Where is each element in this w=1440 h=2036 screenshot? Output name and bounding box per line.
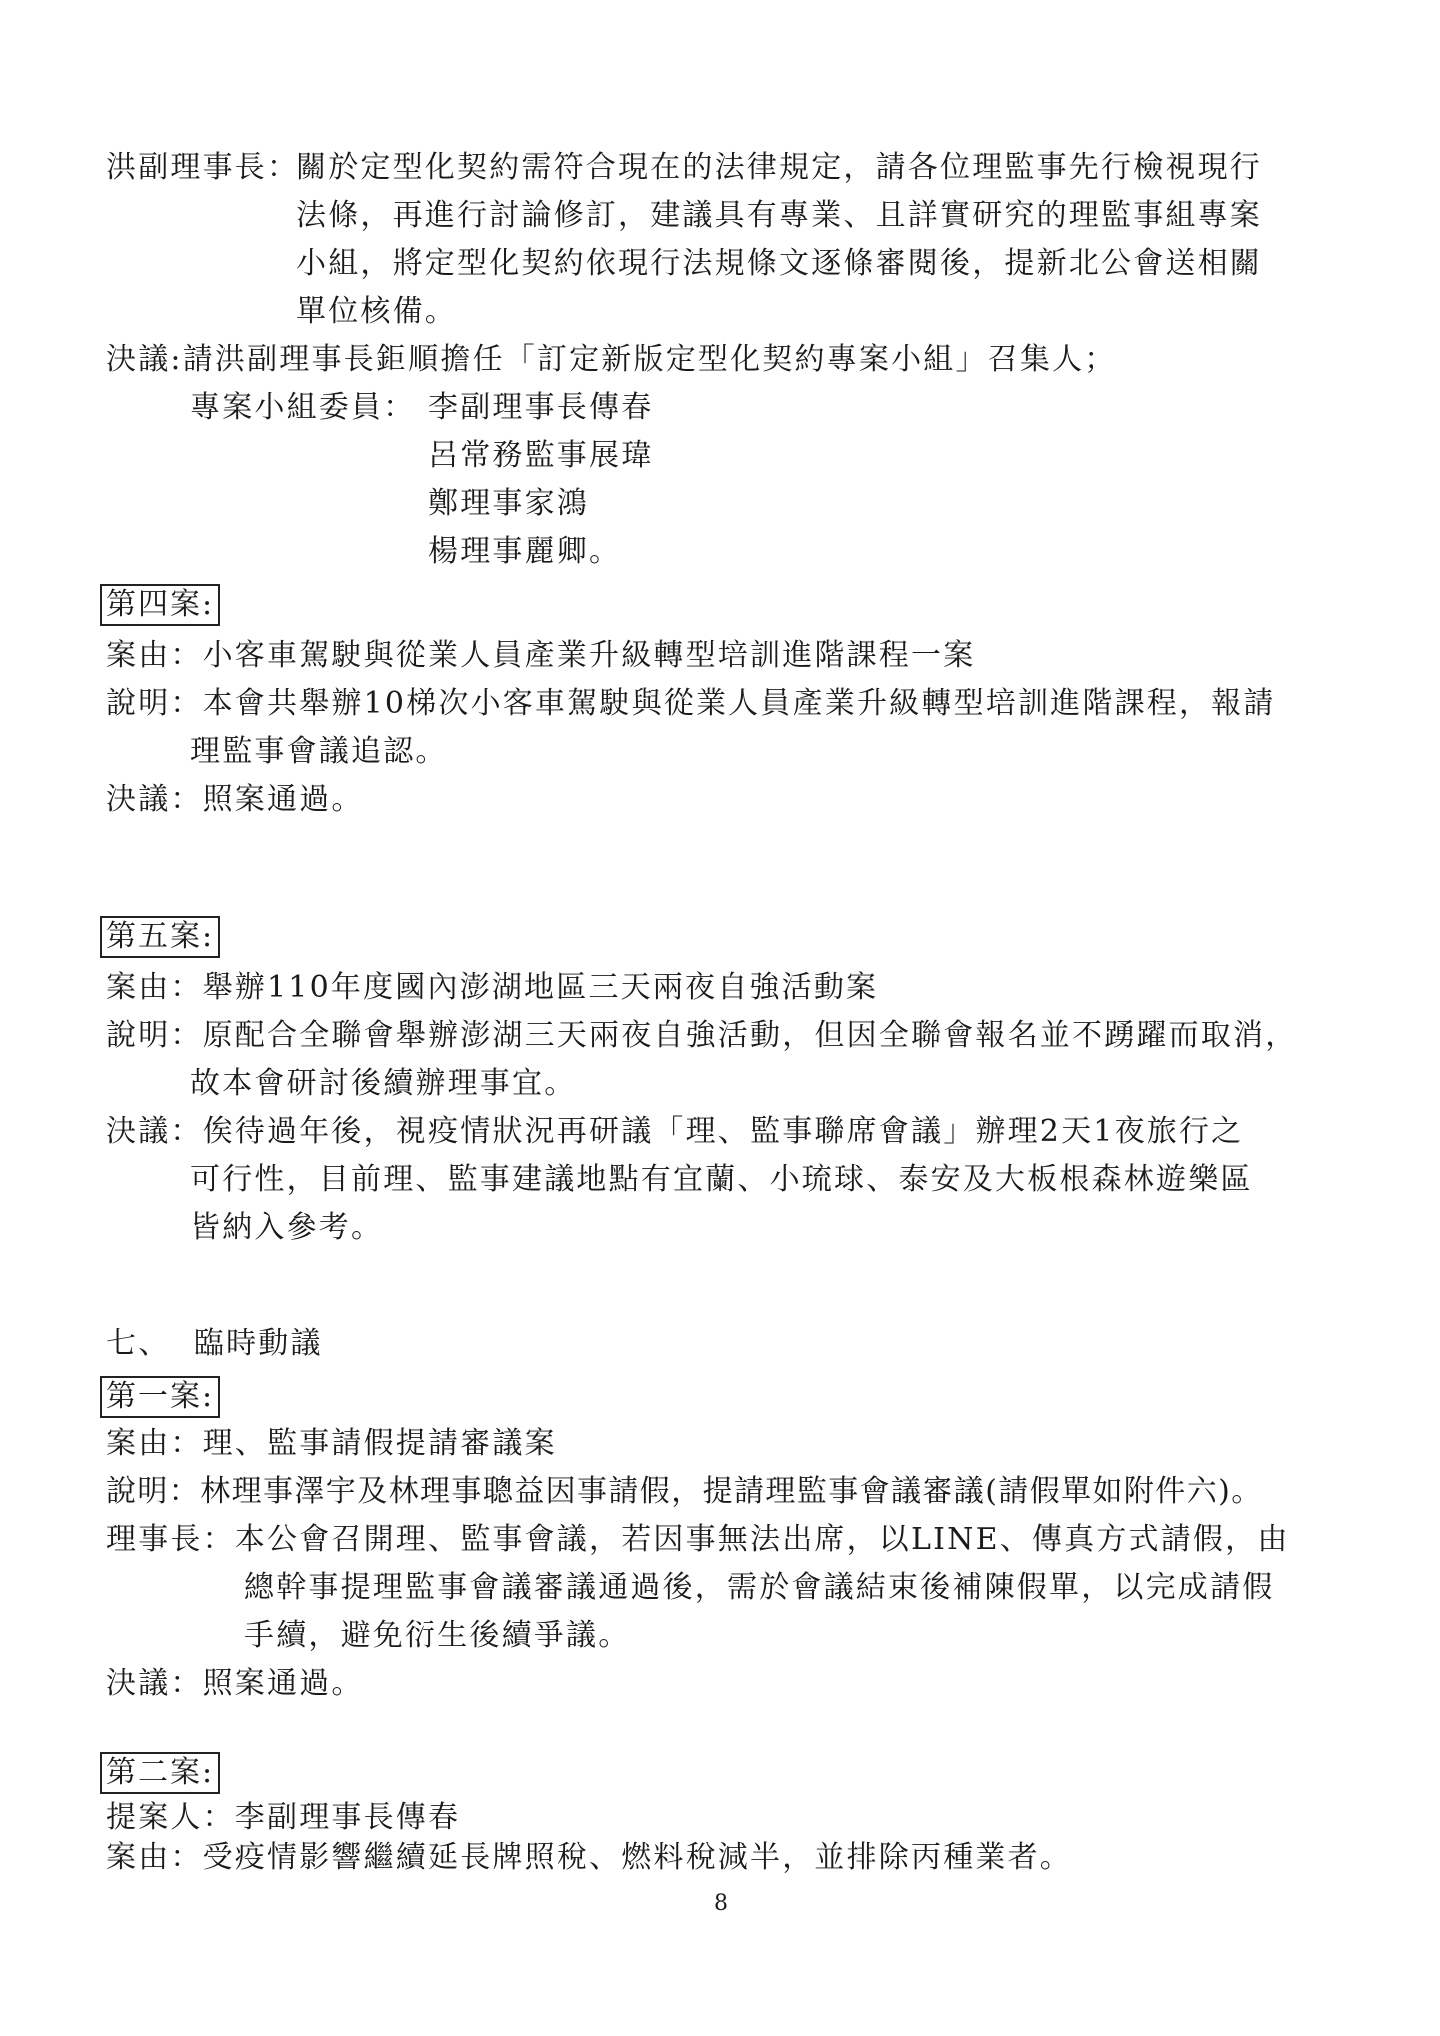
member-1: 李副理事長傳春: [428, 390, 654, 425]
member-3: 鄭理事家鴻: [428, 486, 589, 521]
hong-line-3: 小組，將定型化契約依現行法規條文逐條審閱後，提新北公會送相關: [296, 246, 1262, 281]
page-number: 8: [714, 1891, 728, 1916]
case5-resolution-3: 皆納入參考。: [190, 1210, 384, 1245]
case5-explain-1: 說明：原配合全聯會舉辦澎湖三天兩夜自強活動，但因全聯會報名並不踴躍而取消，: [106, 1018, 1298, 1053]
resolution-1: 決議:請洪副理事長鉅順擔任「訂定新版定型化契約專案小組」召集人；: [106, 342, 1117, 377]
case5-resolution-2: 可行性，目前理、監事建議地點有宜蘭、小琉球、泰安及大板根森林遊樂區: [190, 1162, 1253, 1197]
temp1-explain: 說明：林理事澤宇及林理事聰益因事請假，提請理監事會議審議(請假單如附件六)。: [106, 1474, 1263, 1509]
temp1-label: 第一案:: [100, 1376, 220, 1418]
temp1-chair-1: 理事長：本公會召開理、監事會議，若因事無法出席，以LINE、傳真方式請假，由: [106, 1522, 1290, 1557]
member-4: 楊理事麗卿。: [428, 534, 622, 569]
temp2-reason: 案由：受疫情影響繼續延長牌照稅、燃料稅減半，並排除丙種業者。: [106, 1840, 1072, 1875]
case5-label: 第五案:: [100, 916, 220, 958]
members-label: 專案小組委員：: [190, 390, 416, 425]
case4-resolution: 決議：照案通過。: [106, 782, 364, 817]
temp2-label: 第二案:: [100, 1752, 220, 1794]
case4-label: 第四案:: [100, 584, 220, 626]
temp2-proposer: 提案人：李副理事長傳春: [106, 1800, 461, 1835]
case4-explain-1: 說明：本會共舉辦10梯次小客車駕駛與從業人員產業升級轉型培訓進階課程，報請: [106, 686, 1276, 721]
hong-line-1: 關於定型化契約需符合現在的法律規定，請各位理監事先行檢視現行: [296, 150, 1262, 185]
temp1-chair-3: 手續，避免衍生後續爭議。: [244, 1618, 631, 1653]
temp1-chair-2: 總幹事提理監事會議審議通過後，需於會議結束後補陳假單，以完成請假: [244, 1570, 1275, 1605]
member-2: 呂常務監事展瑋: [428, 438, 654, 473]
hong-speaker: 洪副理事長：: [106, 150, 300, 185]
case4-reason: 案由：小客車駕駛與從業人員產業升級轉型培訓進階課程一案: [106, 638, 976, 673]
case5-explain-2: 故本會研討後續辦理事宜。: [190, 1066, 577, 1101]
section-7-title: 七、 臨時動議: [106, 1326, 323, 1361]
case5-resolution-1: 決議：俟待過年後，視疫情狀況再研議「理、監事聯席會議」辦理2天1夜旅行之: [106, 1114, 1244, 1149]
hong-line-2: 法條，再進行討論修訂，建議具有專業、且詳實研究的理監事組專案: [296, 198, 1262, 233]
temp1-reason: 案由：理、監事請假提請審議案: [106, 1426, 557, 1461]
temp1-resolution: 決議：照案通過。: [106, 1666, 364, 1701]
hong-line-4: 單位核備。: [296, 294, 457, 329]
case4-explain-2: 理監事會議追認。: [190, 734, 448, 769]
case5-reason: 案由：舉辦110年度國內澎湖地區三天兩夜自強活動案: [106, 970, 879, 1005]
